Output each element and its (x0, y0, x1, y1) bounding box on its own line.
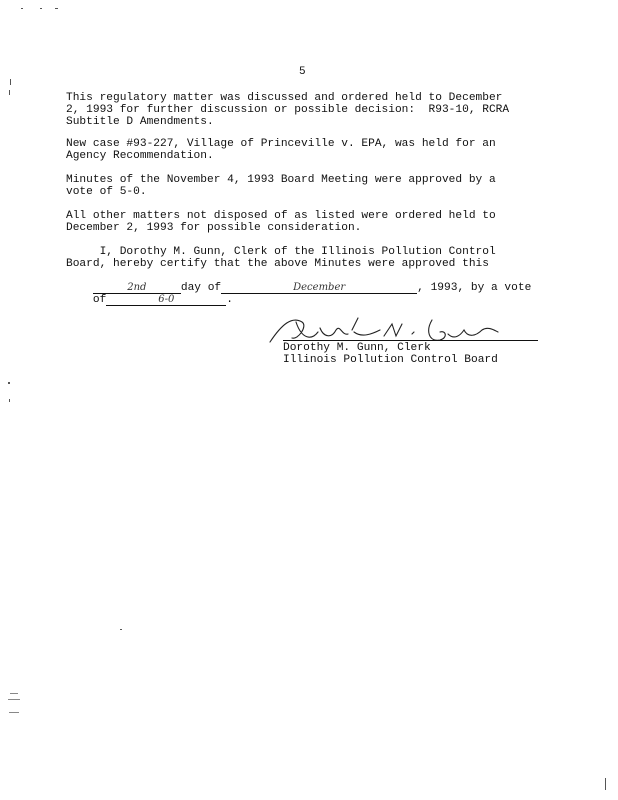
year-vote-text: , 1993, by a vote (417, 282, 532, 294)
signature-line (283, 340, 538, 341)
paragraph-princeville: New case #93-227, Village of Princeville v. EPA, was held for an Agency Recommendation. (66, 138, 496, 162)
paragraph-other-matters: All other matters not disposed of as listed were ordered held to December 2, 1993 for possible consideration. (66, 210, 496, 234)
scan-speck (8, 382, 10, 384)
scan-speck (9, 399, 10, 402)
page-number: 5 (299, 66, 306, 78)
signer-name: Dorothy M. Gunn, Clerk (283, 342, 431, 354)
scan-speck (605, 778, 606, 790)
scan-speck (40, 8, 42, 9)
day-of-label: day of (180, 282, 222, 294)
paragraph-r93-10: This regulatory matter was discussed and ordered held to December 2, 1993 for further discussion or possible decision: R93-10, RCRA Subtitle D Amendments. (66, 92, 510, 128)
paragraph-minutes-approval: Minutes of the November 4, 1993 Board Meeting were approved by a vote of 5-0. (66, 174, 496, 198)
scan-speck (9, 712, 19, 713)
month-blank: December (221, 282, 417, 294)
certification-line-1: I, Dorothy M. Gunn, Clerk of the Illinois Pollution Control (66, 246, 496, 258)
scan-speck (21, 8, 23, 9)
vote-blank: 6-0 (106, 294, 226, 306)
of-label: of (92, 294, 107, 306)
scan-speck (10, 79, 11, 85)
certification-line-4 (66, 282, 233, 318)
day-blank: 2nd (93, 282, 181, 294)
scan-speck (9, 90, 10, 95)
period: . (226, 294, 234, 306)
signature-text: Dorothy M. Gunn (262, 297, 407, 315)
scan-speck (55, 8, 58, 9)
scan-speck (10, 693, 18, 694)
signer-organization: Illinois Pollution Control Board (283, 354, 498, 366)
scan-speck (8, 699, 20, 700)
certification-line-2: Board, hereby certify that the above Minutes were approved this (66, 258, 489, 270)
signature-block (283, 342, 498, 366)
scan-speck (120, 629, 122, 630)
